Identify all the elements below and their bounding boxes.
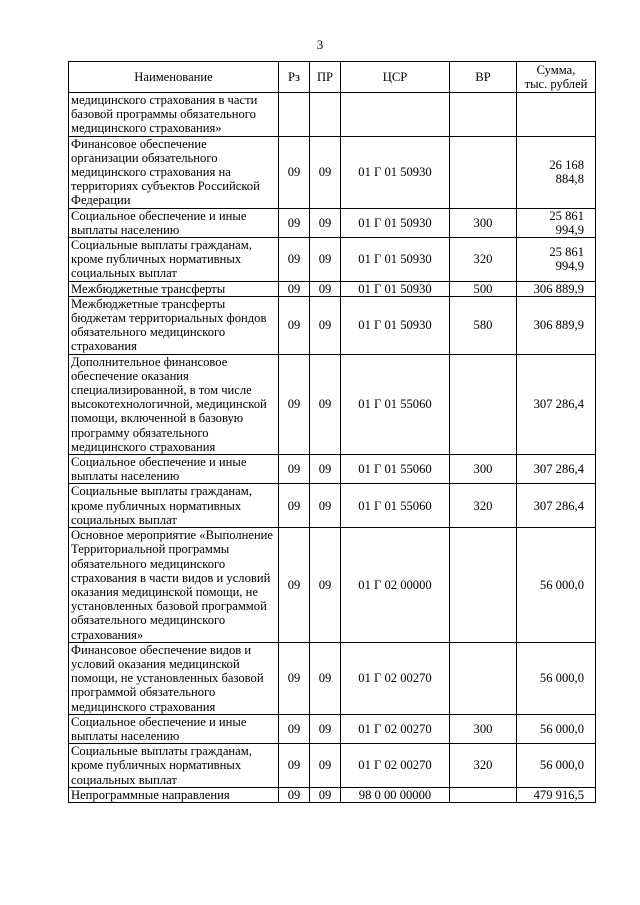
cell-pr: 09 (310, 744, 341, 788)
cell-rz: 09 (279, 744, 310, 788)
cell-vr: 500 (450, 281, 517, 296)
table-row (69, 296, 596, 354)
cell-rz: 09 (279, 642, 310, 714)
cell-pr (310, 93, 341, 137)
cell-csr: 01 Г 01 55060 (341, 354, 450, 454)
header-rz: Рз (279, 62, 310, 93)
table-row (69, 354, 596, 454)
page-number: 3 (316, 37, 324, 52)
cell-csr: 01 Г 01 50930 (341, 208, 450, 237)
cell-csr (341, 93, 450, 137)
header-sum (517, 62, 596, 93)
cell-sum: 307 286,4 (517, 354, 596, 454)
table-row (69, 744, 596, 788)
cell-sum: 306 889,9 (517, 281, 596, 296)
cell-vr (450, 787, 517, 802)
cell-rz: 09 (279, 281, 310, 296)
cell-name: Социальное обеспечение и иные выплаты населению (69, 714, 279, 743)
cell-pr: 09 (310, 354, 341, 454)
cell-rz: 09 (279, 455, 310, 484)
cell-name: Финансовое обеспечение организации обязательного медицинского страхования на территориях субъектов Российской Федерации (69, 136, 279, 208)
cell-sum: 479 916,5 (517, 787, 596, 802)
cell-vr: 320 (450, 744, 517, 788)
cell-pr: 09 (310, 281, 341, 296)
cell-vr: 320 (450, 238, 517, 282)
cell-rz: 09 (279, 528, 310, 643)
cell-csr: 01 Г 01 50930 (341, 296, 450, 354)
cell-pr: 09 (310, 484, 341, 528)
header-sum-line2: тыс. рублей (524, 77, 588, 91)
table-row (69, 484, 596, 528)
cell-vr (450, 642, 517, 714)
header-csr: ЦСР (341, 62, 450, 93)
cell-csr: 01 Г 01 55060 (341, 455, 450, 484)
table-row (69, 93, 596, 137)
table-row (69, 642, 596, 714)
cell-name: Основное мероприятие «Выполнение Территориальной программы обязательного медицинского страхования в части видов и условий оказания медицинской помощи, не установленных базовой программой обязательного медицинского страхования» (69, 528, 279, 643)
table-row (69, 528, 596, 643)
cell-name: Межбюджетные трансферты бюджетам территориальных фондов обязательного медицинского страхования (69, 296, 279, 354)
cell-csr: 01 Г 01 50930 (341, 281, 450, 296)
cell-sum: 25 861 994,9 (517, 238, 596, 282)
cell-csr: 01 Г 01 50930 (341, 136, 450, 208)
cell-csr: 01 Г 02 00270 (341, 642, 450, 714)
table-row (69, 136, 596, 208)
table-header-row (69, 62, 596, 93)
cell-vr: 300 (450, 455, 517, 484)
cell-name: Финансовое обеспечение видов и условий оказания медицинской помощи, не установленных базовой программой обязательного медицинского страхования (69, 642, 279, 714)
cell-name: медицинского страхования в части базовой программы обязательного медицинского страхования» (69, 93, 279, 137)
table-body (69, 93, 596, 803)
cell-csr: 01 Г 02 00270 (341, 714, 450, 743)
cell-vr: 300 (450, 208, 517, 237)
cell-pr: 09 (310, 208, 341, 237)
cell-sum: 26 168 884,8 (517, 136, 596, 208)
cell-rz: 09 (279, 354, 310, 454)
cell-pr: 09 (310, 136, 341, 208)
cell-name: Социальные выплаты гражданам, кроме публичных нормативных социальных выплат (69, 484, 279, 528)
cell-name: Дополнительное финансовое обеспечение оказания специализированной, в том числе высокотехнологичной, медицинской помощи, включенной в базовую программу обязательного медицинского страхования (69, 354, 279, 454)
table-row (69, 238, 596, 282)
cell-rz: 09 (279, 484, 310, 528)
cell-rz: 09 (279, 787, 310, 802)
cell-sum: 56 000,0 (517, 528, 596, 643)
cell-name: Социальные выплаты гражданам, кроме публичных нормативных социальных выплат (69, 744, 279, 788)
cell-sum: 25 861 994,9 (517, 208, 596, 237)
cell-pr: 09 (310, 455, 341, 484)
cell-pr: 09 (310, 528, 341, 643)
cell-pr: 09 (310, 714, 341, 743)
cell-name: Социальные выплаты гражданам, кроме публичных нормативных социальных выплат (69, 238, 279, 282)
cell-rz: 09 (279, 296, 310, 354)
cell-csr: 01 Г 02 00270 (341, 744, 450, 788)
cell-name: Социальное обеспечение и иные выплаты населению (69, 208, 279, 237)
cell-rz: 09 (279, 208, 310, 237)
header-vr: ВР (450, 62, 517, 93)
cell-rz: 09 (279, 238, 310, 282)
table-row (69, 281, 596, 296)
cell-name: Межбюджетные трансферты (69, 281, 279, 296)
cell-sum: 56 000,0 (517, 714, 596, 743)
cell-sum (517, 93, 596, 137)
cell-csr: 01 Г 02 00000 (341, 528, 450, 643)
cell-pr: 09 (310, 238, 341, 282)
table-row (69, 455, 596, 484)
cell-vr: 300 (450, 714, 517, 743)
table-row (69, 208, 596, 237)
cell-vr (450, 354, 517, 454)
cell-sum: 56 000,0 (517, 744, 596, 788)
table-row (69, 714, 596, 743)
cell-vr (450, 136, 517, 208)
cell-name: Социальное обеспечение и иные выплаты населению (69, 455, 279, 484)
cell-name: Непрограммные направления (69, 787, 279, 802)
cell-vr (450, 528, 517, 643)
cell-rz (279, 93, 310, 137)
cell-csr: 01 Г 01 55060 (341, 484, 450, 528)
header-sum-line1: Сумма, (536, 63, 576, 77)
header-pr: ПР (310, 62, 341, 93)
cell-rz: 09 (279, 714, 310, 743)
cell-vr: 320 (450, 484, 517, 528)
cell-csr: 01 Г 01 50930 (341, 238, 450, 282)
cell-sum: 56 000,0 (517, 642, 596, 714)
cell-pr: 09 (310, 787, 341, 802)
cell-sum: 306 889,9 (517, 296, 596, 354)
cell-sum: 307 286,4 (517, 455, 596, 484)
header-name: Наименование (69, 62, 279, 93)
table-row (69, 787, 596, 802)
cell-pr: 09 (310, 296, 341, 354)
cell-csr: 98 0 00 00000 (341, 787, 450, 802)
budget-table (68, 61, 596, 803)
cell-vr: 580 (450, 296, 517, 354)
cell-rz: 09 (279, 136, 310, 208)
cell-vr (450, 93, 517, 137)
cell-pr: 09 (310, 642, 341, 714)
cell-sum: 307 286,4 (517, 484, 596, 528)
